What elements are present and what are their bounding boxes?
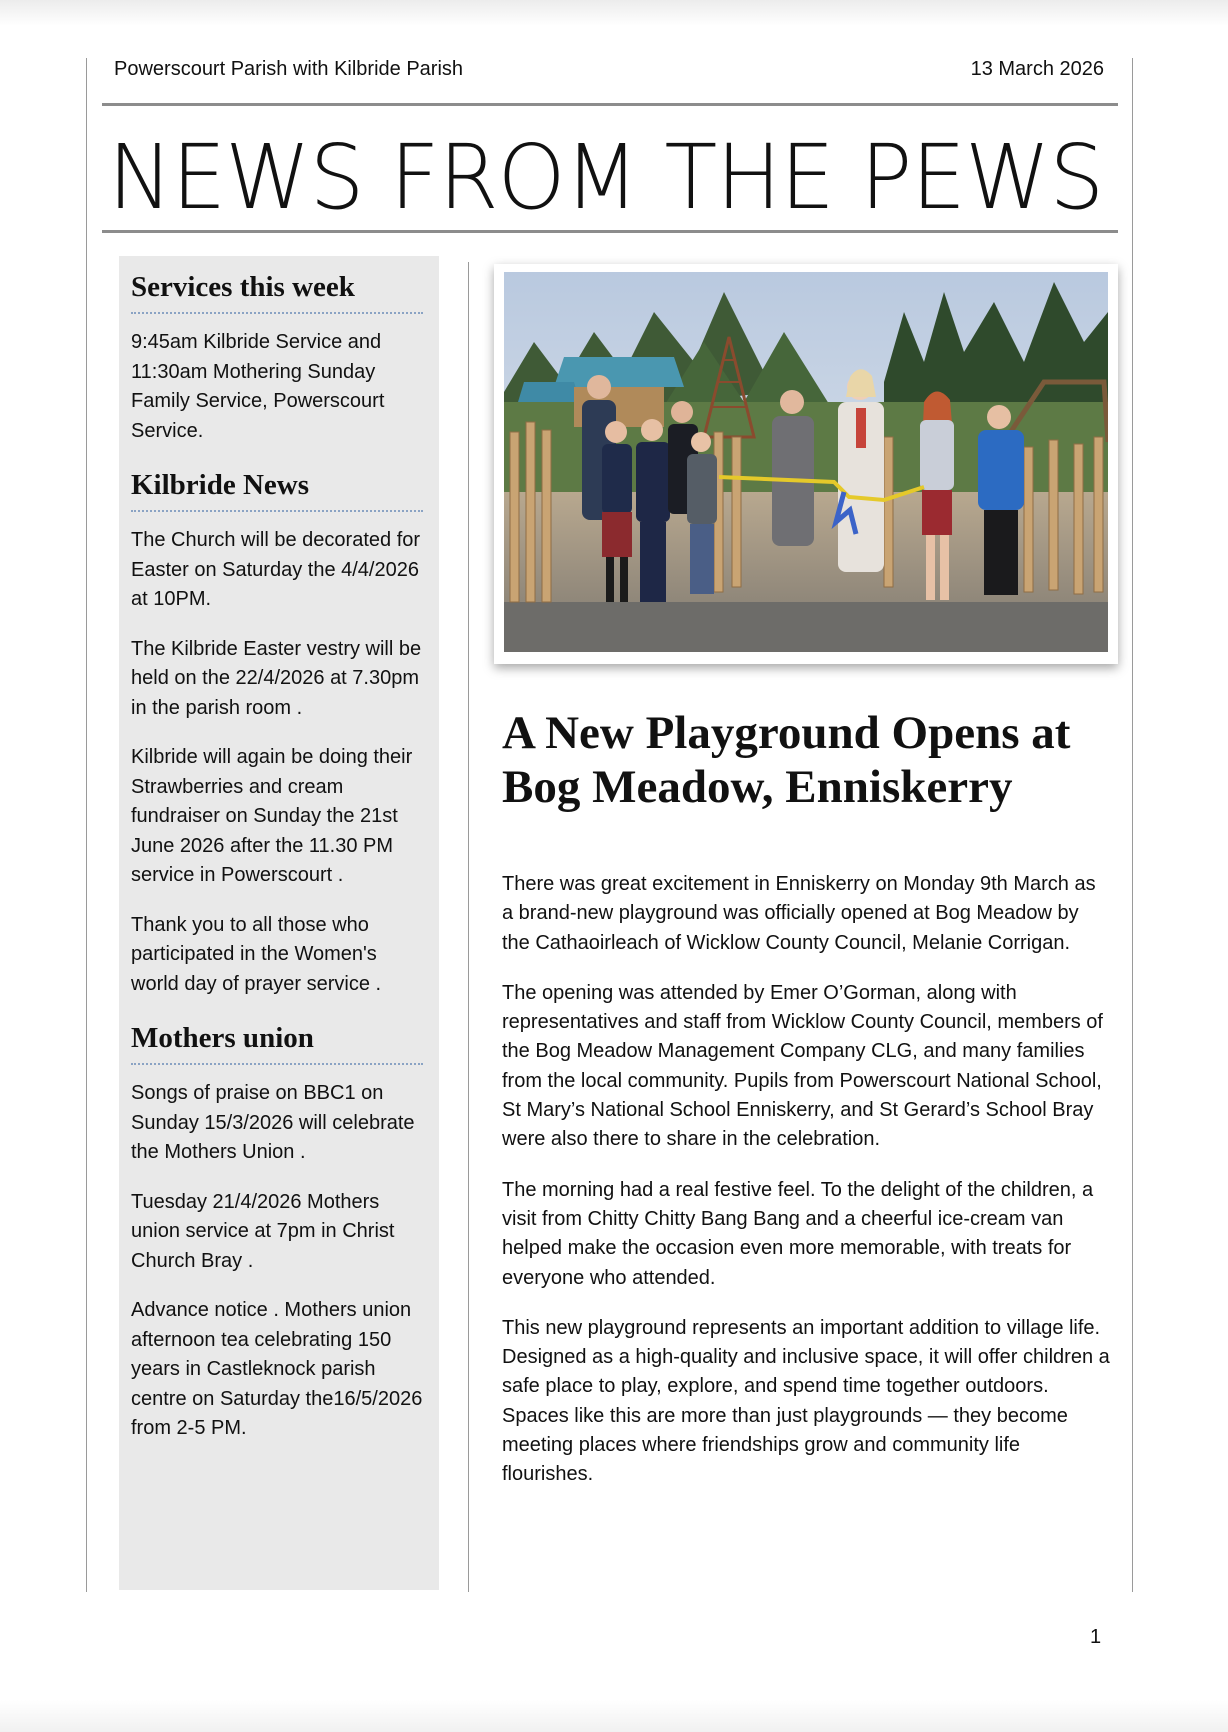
column-divider <box>468 262 469 1592</box>
masthead-title: NEWS FROM THE PEWS <box>108 125 1104 229</box>
masthead-rule-top <box>102 103 1118 106</box>
mothers-union-paragraph: Tuesday 21/4/2026 Mothers union service at 7pm in Christ Church Bray . <box>131 1190 395 1272</box>
article-paragraph: The morning had a real festive feel. To the delight of the children, a visit from Chitty Chitty Bang Bang and a cheerful ice-cream van helped make the occasion even more memorable, with treats for everyone who attended. <box>502 1178 1094 1289</box>
mothers-union-paragraph: Songs of praise on BBC1 on Sunday 15/3/2026 will celebrate the Mothers Union . <box>131 1082 415 1163</box>
kilbride-paragraph: Thank you to all those who participated in the Women's world day of prayer service . <box>131 913 382 995</box>
page-number: 1 <box>1090 1626 1102 1648</box>
article-paragraph: There was great excitement in Enniskerry on Monday 9th March as a brand-new playground was officially opened at Bog Meadow by the Cathaoirleach of Wicklow County Council, Melanie Corrigan. <box>502 873 1096 954</box>
mothers-union-paragraph: Advance notice . Mothers union afternoon tea celebrating 150 years in Castleknock parish centre on Saturday the16/5/2026 from 2-5 PM. <box>131 1299 423 1439</box>
sidebar-heading-kilbride: Kilbride News <box>131 466 423 512</box>
sidebar-heading-services: Services this week <box>131 268 423 314</box>
services-paragraph: 9:45am Kilbride Service and 11:30am Mothering Sunday Family Service, Powerscourt Service. <box>131 331 385 442</box>
playground-opening-photo <box>504 272 1108 652</box>
article-title: A New Playground Opens at Bog Meadow, Enniskerry <box>502 707 1071 813</box>
sidebar <box>119 256 439 1590</box>
article-photo-frame <box>494 264 1118 664</box>
page-border-left <box>86 58 87 1592</box>
article-paragraph: This new playground represents an important addition to village life. Designed as a high-quality and inclusive space, it will offer children a safe place to play, explore, and spend time together outdoors. Spaces like this are more than just playgrounds — they become meeting places where friendships grow and community life flourishes. <box>502 1316 1110 1486</box>
article-paragraph: The opening was attended by Emer O’Gorman, along with representatives and staff from Wicklow County Council, members of the Bog Meadow Management Company CLG, and many families from the local community. Pupils from Powerscourt National School, St Mary’s National School Enniskerry, and St Gerard’s School Bray were also there to share in the celebration. <box>502 981 1103 1151</box>
kilbride-paragraph: The Kilbride Easter vestry will be held on the 22/4/2026 at 7.30pm in the parish room . <box>131 637 422 719</box>
sidebar-heading-mothers-union: Mothers union <box>131 1019 423 1065</box>
masthead-rule-bottom <box>102 230 1118 233</box>
article-body <box>502 870 1112 1511</box>
issue-date: 13 March 2026 <box>970 58 1104 80</box>
kilbride-paragraph: The Church will be decorated for Easter on Saturday the 4/4/2026 at 10PM. <box>131 529 421 610</box>
kilbride-paragraph: Kilbride will again be doing their Strawberries and cream fundraiser on Sunday the 21st June 2026 after the 11.30 PM service in Powerscourt . <box>131 746 413 886</box>
page-shadow-bottom <box>0 1700 1228 1732</box>
page-border-right <box>1132 58 1133 1592</box>
parish-name: Powerscourt Parish with Kilbride Parish <box>114 58 464 80</box>
page-shadow-top <box>0 0 1228 26</box>
